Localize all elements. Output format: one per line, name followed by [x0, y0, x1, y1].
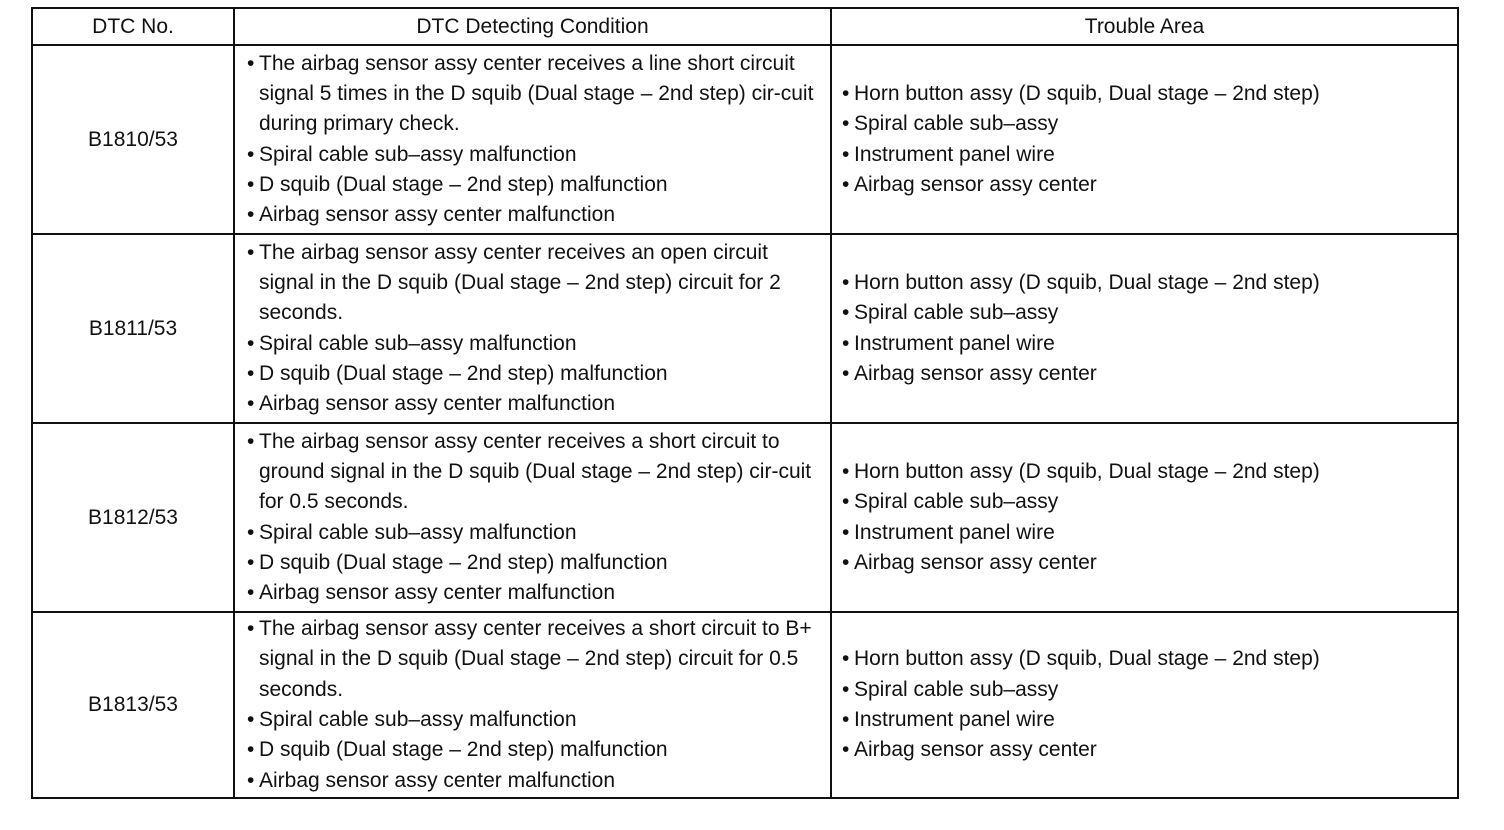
trouble-area-cell-list [832, 79, 1457, 200]
bullet-icon: • [247, 51, 255, 75]
condition-item-text: D squib (Dual stage – 2nd step) malfunction [259, 738, 668, 762]
table-row [32, 612, 1458, 798]
condition-item-text: Spiral cable sub–assy malfunction [259, 331, 577, 355]
bullet-icon: • [842, 112, 850, 136]
condition-item-text: Airbag sensor assy center malfunction [259, 392, 616, 416]
dtc-table [31, 7, 1459, 799]
trouble-area-cell [831, 234, 1458, 423]
trouble-area-cell-list [832, 268, 1457, 389]
bullet-icon: • [247, 331, 255, 355]
trouble-area-cell [831, 612, 1458, 798]
condition-item [247, 329, 816, 359]
condition-item-text: Spiral cable sub–assy malfunction [259, 142, 577, 166]
trouble-area-item [842, 140, 1445, 170]
bullet-icon: • [247, 392, 255, 416]
detecting-condition-cell-list [235, 49, 830, 231]
trouble-area-item-text: Airbag sensor assy center [854, 361, 1097, 385]
trouble-area-cell [831, 45, 1458, 234]
trouble-area-cell-list [832, 457, 1457, 578]
condition-item-text: Spiral cable sub–assy malfunction [259, 520, 577, 544]
condition-item [247, 49, 816, 140]
table-row [32, 45, 1458, 234]
detecting-condition-cell-list [235, 238, 830, 420]
bullet-icon: • [842, 520, 850, 544]
condition-item-text: The airbag sensor assy center receives a line short circuit signal 5 times in the D squib (Dual stage – 2nd step) cir-cuit during primary check. [259, 51, 814, 136]
trouble-area-item [842, 675, 1445, 705]
bullet-icon: • [842, 172, 850, 196]
condition-item [247, 170, 816, 200]
dtc-code: B1811/53 [32, 234, 234, 423]
trouble-area-item [842, 109, 1445, 139]
trouble-area-item-text: Instrument panel wire [854, 520, 1055, 544]
detecting-condition-cell [234, 423, 831, 612]
bullet-icon: • [247, 361, 255, 385]
bullet-icon: • [247, 617, 255, 641]
trouble-area-item-text: Horn button assy (D squib, Dual stage – 2nd step) [854, 459, 1320, 483]
condition-item [247, 389, 816, 419]
bullet-icon: • [842, 301, 850, 325]
dtc-code: B1810/53 [32, 45, 234, 234]
trouble-area-item-text: Instrument panel wire [854, 142, 1055, 166]
condition-item-text: The airbag sensor assy center receives a short circuit to ground signal in the D squib (Dual stage – 2nd step) cir-cuit for 0.5 seconds. [259, 429, 812, 514]
bullet-icon: • [247, 768, 255, 792]
trouble-area-cell-list [832, 644, 1457, 765]
bullet-icon: • [247, 738, 255, 762]
condition-item-text: Airbag sensor assy center malfunction [259, 203, 616, 227]
trouble-area-item-text: Spiral cable sub–assy [854, 112, 1059, 136]
bullet-icon: • [842, 738, 850, 762]
dtc-code: B1812/53 [32, 423, 234, 612]
bullet-icon: • [842, 81, 850, 105]
trouble-area-item-text: Airbag sensor assy center [854, 738, 1097, 762]
trouble-area-item [842, 735, 1445, 765]
trouble-area-item [842, 644, 1445, 674]
condition-item-text: D squib (Dual stage – 2nd step) malfunction [259, 361, 668, 385]
table-row [32, 423, 1458, 612]
condition-item-text: The airbag sensor assy center receives an open circuit signal in the D squib (Dual stage – 2nd step) circuit for 2 seconds. [259, 240, 781, 325]
trouble-area-item [842, 79, 1445, 109]
bullet-icon: • [842, 361, 850, 385]
trouble-area-item-text: Instrument panel wire [854, 331, 1055, 355]
trouble-area-item [842, 518, 1445, 548]
trouble-area-item-text: Spiral cable sub–assy [854, 490, 1059, 514]
condition-item-text: D squib (Dual stage – 2nd step) malfunction [259, 172, 668, 196]
trouble-area-item-text: Horn button assy (D squib, Dual stage – 2nd step) [854, 270, 1320, 294]
trouble-area-item [842, 548, 1445, 578]
condition-item [247, 766, 816, 796]
trouble-area-item-text: Horn button assy (D squib, Dual stage – 2nd step) [854, 81, 1320, 105]
trouble-area-item-text: Spiral cable sub–assy [854, 677, 1059, 701]
trouble-area-item [842, 298, 1445, 328]
condition-item [247, 614, 816, 705]
trouble-area-cell [831, 423, 1458, 612]
trouble-area-item [842, 268, 1445, 298]
condition-item [247, 735, 816, 765]
header-row [32, 8, 1458, 45]
bullet-icon: • [247, 203, 255, 227]
condition-item [247, 140, 816, 170]
condition-item-text: The airbag sensor assy center receives a short circuit to B+ signal in the D squib (Dual stage – 2nd step) circuit for 0.5 seconds. [259, 617, 812, 701]
bullet-icon: • [842, 490, 850, 514]
trouble-area-item [842, 329, 1445, 359]
header-trouble-area: Trouble Area [831, 8, 1458, 45]
bullet-icon: • [247, 581, 255, 605]
condition-item-text: Spiral cable sub–assy malfunction [259, 708, 577, 731]
condition-item [247, 705, 816, 735]
bullet-icon: • [247, 429, 255, 453]
condition-item-text: D squib (Dual stage – 2nd step) malfunction [259, 550, 668, 574]
table-row [32, 234, 1458, 423]
detecting-condition-cell [234, 234, 831, 423]
bullet-icon: • [842, 459, 850, 483]
bullet-icon: • [247, 550, 255, 574]
dtc-code: B1813/53 [32, 612, 234, 798]
trouble-area-item [842, 359, 1445, 389]
bullet-icon: • [842, 142, 850, 166]
condition-item [247, 548, 816, 578]
condition-item [247, 518, 816, 548]
condition-item [247, 427, 816, 518]
table-body [32, 45, 1458, 798]
bullet-icon: • [842, 647, 850, 671]
detecting-condition-cell-list [235, 427, 830, 609]
condition-item [247, 200, 816, 230]
condition-item-text: Airbag sensor assy center malfunction [259, 581, 616, 605]
trouble-area-item [842, 170, 1445, 200]
trouble-area-item-text: Airbag sensor assy center [854, 172, 1097, 196]
condition-item-text: Airbag sensor assy center malfunction [259, 768, 616, 792]
detecting-condition-cell [234, 612, 831, 798]
trouble-area-item [842, 457, 1445, 487]
trouble-area-item [842, 705, 1445, 735]
detecting-condition-cell-list [235, 614, 830, 796]
bullet-icon: • [247, 172, 255, 196]
table-header [32, 8, 1458, 45]
bullet-icon: • [842, 708, 850, 731]
bullet-icon: • [842, 270, 850, 294]
trouble-area-item-text: Instrument panel wire [854, 708, 1055, 731]
header-detecting-condition: DTC Detecting Condition [234, 8, 831, 45]
trouble-area-item-text: Airbag sensor assy center [854, 550, 1097, 574]
bullet-icon: • [247, 240, 255, 264]
trouble-area-item-text: Spiral cable sub–assy [854, 301, 1059, 325]
bullet-icon: • [842, 550, 850, 574]
condition-item [247, 359, 816, 389]
condition-item [247, 578, 816, 608]
header-dtc-no: DTC No. [32, 8, 234, 45]
trouble-area-item [842, 487, 1445, 517]
bullet-icon: • [842, 677, 850, 701]
bullet-icon: • [247, 520, 255, 544]
condition-item [247, 238, 816, 329]
trouble-area-item-text: Horn button assy (D squib, Dual stage – 2nd step) [854, 647, 1320, 671]
detecting-condition-cell [234, 45, 831, 234]
bullet-icon: • [842, 331, 850, 355]
bullet-icon: • [247, 708, 255, 731]
bullet-icon: • [247, 142, 255, 166]
